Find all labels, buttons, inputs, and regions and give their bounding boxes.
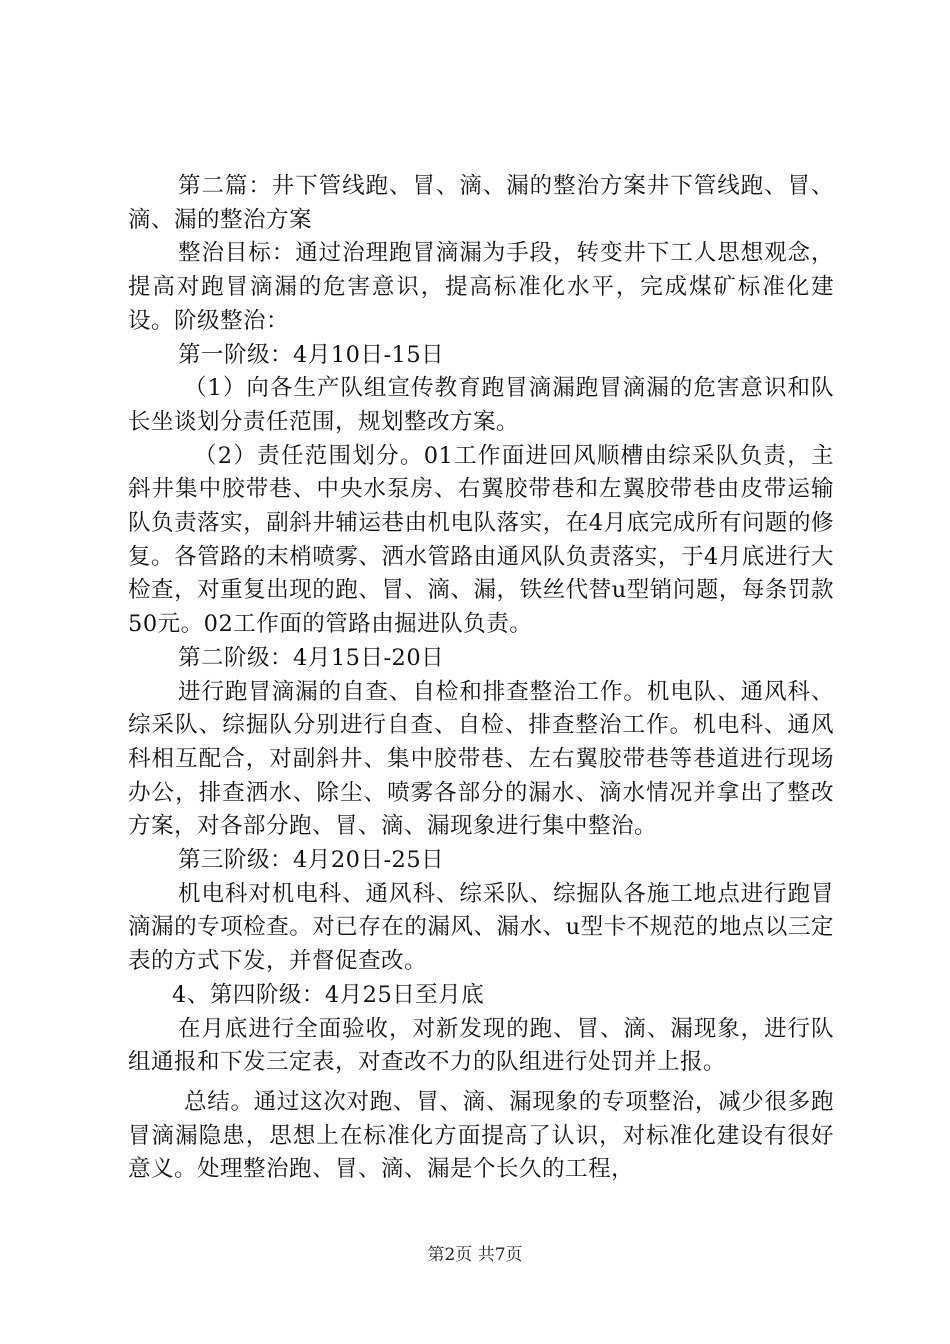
stage-three-heading: 第三阶级：4月20日-25日 <box>178 847 445 874</box>
stage-four-paragraph: 在月底进行全面验收，对新发现的跑、冒、滴、漏现象，进行队组通报和下发三定表，对查改不力的队组进行处罚并上报。 <box>128 1015 834 1076</box>
summary-paragraph: 总结。通过这次对跑、冒、滴、漏现象的专项整治，减少很多跑冒滴漏隐患，思想上在标准化方面提高了认识，对标准化建设有很好意义。处理整治跑、冒、滴、漏是个长久的工程， <box>128 1088 834 1183</box>
stage-two-paragraph: 进行跑冒滴漏的自查、自检和排查整治工作。机电队、通风科、综采队、综掘队分别进行自查、自检、排查整治工作。机电科、通风科相互配合，对副斜井、集中胶带巷、左右翼胶带巷等巷道进行现场办公，排查洒水、除尘、喷雾各部分的漏水、滴水情况并拿出了整改方案，对各部分跑、冒、滴、漏现象进行集中整治。 <box>128 678 834 840</box>
goal-paragraph: 整治目标：通过治理跑冒滴漏为手段，转变井下工人思想观念，提高对跑冒滴漏的危害意识，提高标准化水平，完成煤矿标准化建设。阶级整治： <box>128 240 834 334</box>
document-title: 第二篇：井下管线跑、冒、滴、漏的整治方案井下管线跑、冒、滴、漏的整治方案 <box>128 173 834 233</box>
stage-one-heading: 第一阶级：4月10日-15日 <box>178 341 445 368</box>
stage-one-item-1: （1）向各生产队组宣传教育跑冒滴漏跑冒滴漏的危害意识和队长坐谈划分责任范围，规划整改方案。 <box>128 375 834 435</box>
page-footer <box>0 1245 950 1265</box>
stage-one-item-2: （2）责任范围划分。01工作面进回风顺槽由综采队负责，主斜井集中胶带巷、中央水泵房、右翼胶带巷和左翼胶带巷由皮带运输队负责落实，副斜井辅运巷由机电队落实，在4月底完成所有问题的修复。各管路的末梢喷雾、洒水管路由通风队负责落实，于4月底进行大检查，对重复出现的跑、冒、滴、漏，铁丝代替u型销问题，每条罚款50元。02工作面的管路由掘进队负责。 <box>128 442 834 638</box>
stage-two-heading: 第二阶级：4月15日-20日 <box>178 644 445 671</box>
stage-four-heading: 4、第四阶级：4月25日至月底 <box>172 981 485 1008</box>
document-body <box>128 170 834 1187</box>
page-number-label: 第2页 共7页 <box>427 1245 523 1265</box>
stage-three-paragraph: 机电科对机电科、通风科、综采队、综掘队各施工地点进行跑冒滴漏的专项检查。对已存在的漏风、漏水、u型卡不规范的地点以三定表的方式下发，并督促查改。 <box>128 880 834 975</box>
